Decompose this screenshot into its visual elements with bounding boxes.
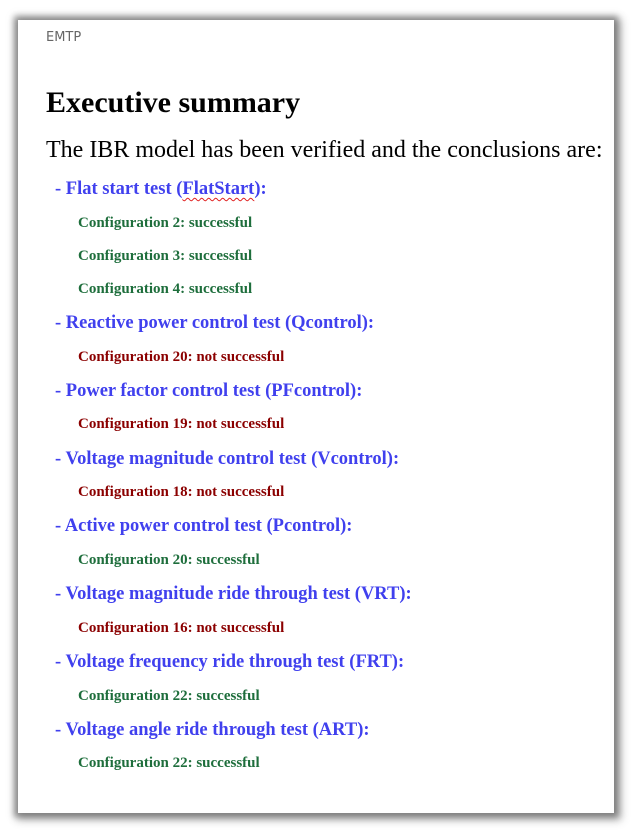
- test-results-list: [55, 179, 595, 787]
- test-code: ART: [318, 719, 358, 740]
- test-code: VRT: [360, 584, 400, 605]
- result-successful: Configuration 2: successful: [78, 214, 253, 231]
- test-heading: [55, 381, 595, 401]
- intro-paragraph: The IBR model has been verified and the conclusions are:: [46, 137, 603, 163]
- page-header: EMTP: [46, 30, 82, 45]
- test-heading: [55, 584, 595, 604]
- result-successful: Configuration 4: successful: [78, 280, 253, 297]
- test-heading-prefix: - Active power control test (: [55, 516, 273, 537]
- test-heading: [55, 449, 595, 469]
- test-heading-prefix: - Voltage magnitude ride through test (: [55, 584, 361, 605]
- test-heading-suffix: ):: [391, 651, 405, 672]
- result-successful: Configuration 22: successful: [78, 687, 260, 704]
- test-heading-prefix: - Voltage frequency ride through test (: [55, 651, 356, 672]
- result-not-successful: Configuration 20: not successful: [78, 348, 285, 365]
- document-page: [18, 20, 614, 813]
- test-code: Vcontrol: [317, 448, 387, 469]
- test-heading-suffix: ):: [357, 719, 370, 740]
- result-successful: Configuration 20: successful: [78, 552, 260, 568]
- page-title: Executive summary: [46, 86, 301, 119]
- test-heading-suffix: ):: [361, 312, 375, 333]
- result-successful: Configuration 3: successful: [78, 247, 253, 264]
- test-heading-prefix: - Reactive power control test (: [55, 312, 292, 333]
- test-heading: [55, 179, 595, 199]
- test-heading: [55, 720, 595, 740]
- test-heading-suffix: ):: [340, 516, 353, 537]
- test-heading-prefix: - Voltage angle ride through test (: [55, 719, 319, 740]
- test-code: PFcontrol: [271, 380, 351, 401]
- result-not-successful: Configuration 19: not successful: [78, 416, 285, 433]
- test-heading: [55, 516, 595, 536]
- test-code: FlatStart: [182, 179, 255, 199]
- test-code: Qcontrol: [291, 312, 362, 333]
- test-code: Pcontrol: [272, 516, 341, 537]
- test-heading-suffix: ):: [386, 448, 400, 469]
- result-not-successful: Configuration 18: not successful: [78, 484, 285, 501]
- test-heading-suffix: ):: [399, 584, 412, 605]
- result-successful: Configuration 22: successful: [78, 755, 260, 772]
- test-heading: [55, 652, 595, 672]
- test-heading-prefix: - Flat start test (: [55, 179, 183, 199]
- result-not-successful: Configuration 16: not successful: [78, 619, 285, 636]
- test-code: FRT: [355, 651, 392, 672]
- test-heading-prefix: - Power factor control test (: [55, 380, 272, 401]
- test-heading-suffix: ):: [254, 179, 267, 199]
- test-heading-prefix: - Voltage magnitude control test (: [55, 448, 318, 469]
- test-heading-suffix: ):: [350, 380, 363, 401]
- test-heading: [55, 313, 595, 333]
